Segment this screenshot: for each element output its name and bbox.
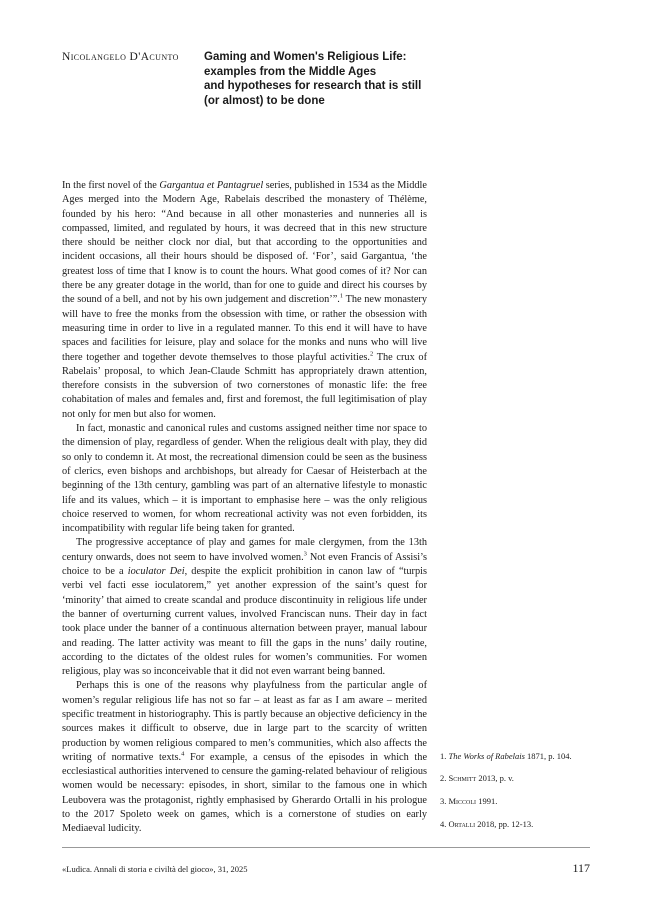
footnote-ref: 3 bbox=[303, 550, 307, 558]
footnote-number: 3. bbox=[440, 796, 447, 806]
article-title bbox=[204, 50, 444, 108]
footnote-number: 4. bbox=[440, 819, 447, 829]
footnote-source: Ortalli bbox=[448, 819, 476, 829]
italic-text: ioculator Dei bbox=[127, 566, 185, 578]
footnote-number: 1. bbox=[440, 751, 447, 761]
title-line: Gaming and Women's Religious Life: bbox=[204, 51, 407, 63]
footnote-ref: 4 bbox=[181, 750, 185, 758]
footnote-source: The Works of Rabelais bbox=[448, 751, 525, 761]
title-line: (or almost) to be done bbox=[204, 94, 325, 107]
footnote-source: Schmitt bbox=[448, 773, 477, 783]
footnote-source: Miccoli bbox=[448, 796, 477, 806]
body-paragraph bbox=[62, 679, 427, 836]
footer-rule bbox=[62, 847, 590, 848]
body-paragraph bbox=[62, 422, 427, 536]
text-run: The progressive acceptance of play and games for male clergymen, from the 13th century onwards, does not seem to have involved women. bbox=[62, 537, 427, 563]
footnote-1 bbox=[440, 751, 620, 762]
footnote-number: 2. bbox=[440, 773, 447, 783]
body-paragraph bbox=[62, 536, 427, 679]
title-line: examples from the Middle Ages bbox=[204, 65, 377, 78]
title-line: and hypotheses for research that is still bbox=[204, 80, 422, 92]
footnote-detail: 1871, p. 104. bbox=[524, 751, 572, 761]
text-run: series, published in 1534 as the Middle Ages merged into the Modern Age, Rabelais described the monastery of Thélème, founded by his hero: “And because in all other monasteries and nunneries all is compassed, limited, and regulated by hours, it was decreed that in this new structure there should be neither clock nor dial, but that according to the opportunities and incident occasions, all their hours should be disposed of. ‘For’, said Gargantua, ‘the greatest loss of time that I know is to count the hours. What good comes of it? Nor can there be any greater dotage in the world, than for one to guide and direct his courses by the sound of a bell, and not by his own judgement and discretion’”. bbox=[62, 180, 427, 306]
body-paragraph bbox=[62, 179, 427, 422]
page-number: 117 bbox=[572, 861, 590, 875]
footnote-4 bbox=[440, 819, 620, 830]
footnote-ref: 2 bbox=[369, 350, 374, 358]
footnote-detail: 2013, p. v. bbox=[476, 773, 514, 783]
footnote-3 bbox=[440, 796, 620, 807]
text-run: For example, a census of the episodes in which the ecclesiastical authorities intervened to censure the gaming-related behaviour of religious women would be necessary: episodes, in short, similar to the famous one in which Leubovera was the protagonist, rightly emphasised by Gherardo Ortalli in his prologue to the 2017 Spoleto week on games, which is a cornerstone of studies on early Mediaeval ludicity. bbox=[62, 751, 428, 835]
footnote-ref: 1 bbox=[339, 292, 344, 300]
text-run: Not even Francis of Assisi’s choice to be a bbox=[62, 551, 427, 578]
footnote-detail: 1991. bbox=[476, 796, 498, 806]
text-run: The crux of Rabelais’ proposal, to which Jean-Claude Schmitt has appropriately drawn attention, therefore consists in the subversion of two cornerstones of monastic life: the free cohabitation of males and females and, first and foremost, the full legitimisation of play not only for men but also for women. bbox=[62, 351, 427, 420]
text-run: In the first novel of the bbox=[62, 180, 160, 191]
footnote-detail: 2018, pp. 12-13. bbox=[475, 819, 534, 829]
italic-text: Gargantua et Pantagruel bbox=[159, 180, 264, 191]
text-run: The new monastery will have to free the monks from the obsession with time, or rather the obsession with measuring time in order to live in a regulated manner. To this end it will have to have spaces and facilities for leisure, play and solace for the monks and nuns who will live there together and together devote themselves to those playful activities. bbox=[62, 294, 427, 363]
journal-citation: «Ludica. Annali di storia e civiltà del gioco», 31, 2025 bbox=[62, 864, 248, 874]
author-name: Nicolangelo D'Acunto bbox=[62, 51, 179, 63]
footnote-2 bbox=[440, 773, 620, 784]
text-run: , despite the explicit prohibition in canon law of “turpis verbi vel facti esse ioculatorem,” yet another expression of the saint’s quest for ‘minority’ that aimed to create scandal and produce discontinuity in religious life under the banner of overturning current values, involved Franciscan nuns. Their day in fact took place under the banner of a continuous alternation between prayer, manual labour and reading. The latter activity was meant to fill the gaps in the nuns’ daily routine, according to the dictates of the oldest rules for women’s communities. For women religious, play was so inconceivable that it did not even warrant being banned. bbox=[62, 566, 427, 678]
text-run: In fact, monastic and canonical rules and customs assigned neither time nor space to the dimension of play, regardless of gender. When the religious dealt with play, they did so only to condemn it. At most, the recreational dimension could be seen as the business of clerics, even bishops and archbishops, but already for Caesar of Heisterbach at the beginning of the 13th century, gambling was part of an alternative lifestyle to monastic life and its values, which – it is important to emphasise here – was the only religious choice reserved to women, for whom recreational activity was not even forbidden, its incompatibility with regular life being taken for granted. bbox=[62, 423, 427, 535]
text-run: Perhaps this is one of the reasons why playfulness from the particular angle of women’s regular religious life has not so far – at least as far as I am aware – merited specific treatment in historiography. This is partly because an objective deficiency in the sources makes it difficult to observe, due in large part to the scarcity of written production by women religious compared to men’s communities, which also affects the writing of normative texts. bbox=[62, 680, 427, 763]
body-text bbox=[62, 179, 427, 837]
